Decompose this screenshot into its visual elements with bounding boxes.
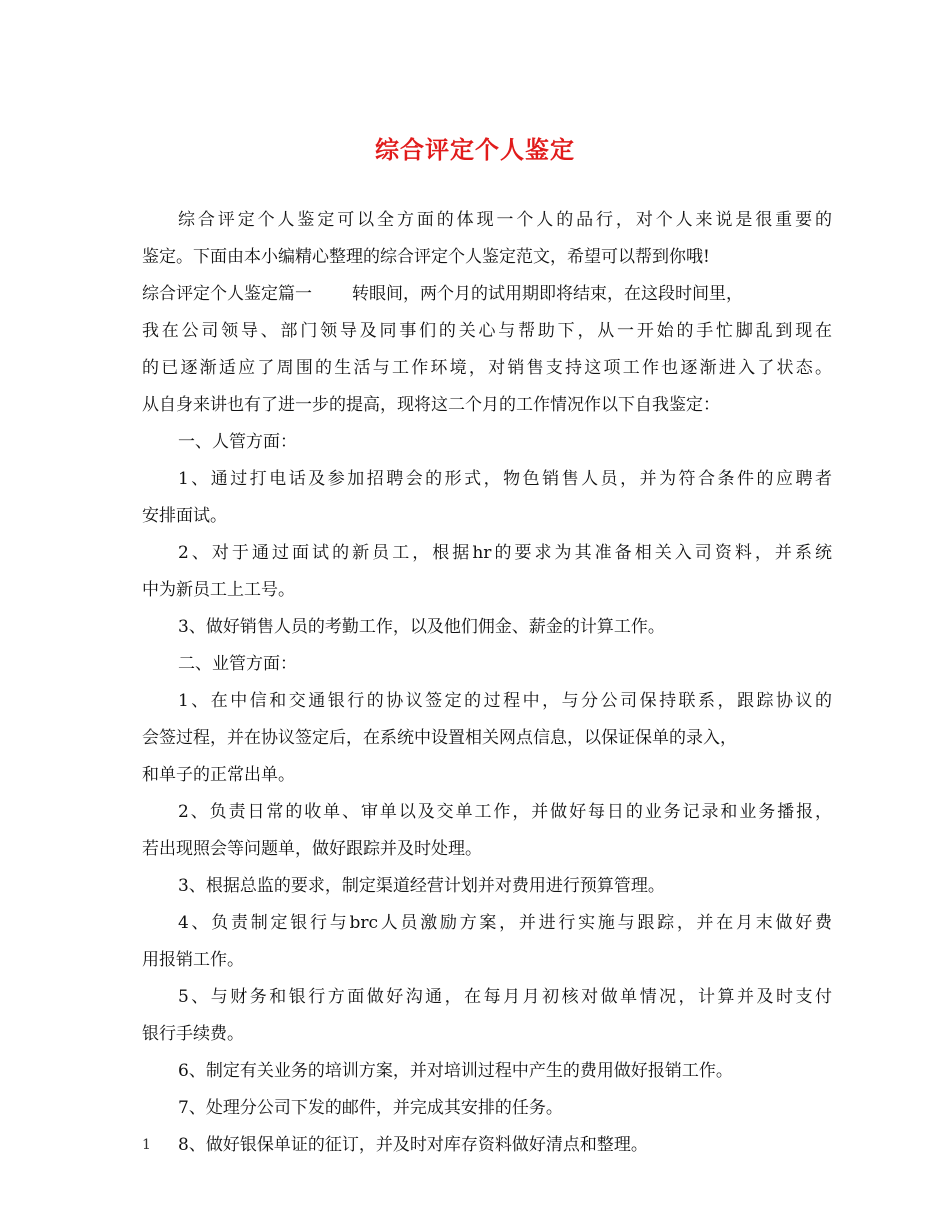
paragraph-line: 从自身来讲也有了进一步的提高，现将这二个月的工作情况作以下自我鉴定： — [142, 395, 720, 415]
document-body — [142, 202, 832, 1164]
list-item-line: 3、根据总监的要求，制定渠道经营计划并对费用进行预算管理。 — [178, 876, 665, 896]
list-item-line: 用报销工作。 — [142, 950, 244, 970]
list-item-line: 会签过程，并在协议签定后，在系统中设置相关网点信息，以保证保单的录入， — [142, 728, 737, 748]
list-item-line: 8、做好银保单证的征订，并及时对库存资料做好清点和整理。 — [178, 1135, 648, 1155]
list-item-line: 中为新员工上工号。 — [142, 580, 295, 600]
paragraph-line — [142, 276, 832, 313]
list-item-line: 2、负责日常的收单、审单以及交单工作，并做好每日的业务记录和业务播报， — [178, 802, 832, 822]
paragraph-line: 的已逐渐适应了周围的生活与工作环境，对销售支持这项工作也逐渐进入了状态。 — [142, 358, 832, 378]
list-item-line: 7、处理分公司下发的邮件，并完成其安排的任务。 — [178, 1098, 563, 1118]
list-item-line: 2、对于通过面试的新员工，根据hr的要求为其准备相关入司资料，并系统 — [178, 543, 832, 563]
list-item-line: 安排面试。 — [142, 506, 227, 526]
list-item-line: 6、制定有关业务的培训方案，并对培训过程中产生的费用做好报销工作。 — [178, 1061, 733, 1081]
document-title: 综合评定个人鉴定 — [375, 135, 575, 164]
list-item-line: 4、负责制定银行与brc人员激励方案，并进行实施与跟踪，并在月末做好费 — [178, 913, 832, 933]
section-heading: 二、业管方面： — [178, 654, 297, 674]
paragraph-line: 鉴定。下面由本小编精心整理的综合评定个人鉴定范文，希望可以帮到你哦! — [142, 247, 710, 267]
list-item-line: 1、通过打电话及参加招聘会的形式，物色销售人员，并为符合条件的应聘者 — [178, 469, 832, 489]
paragraph-line: 我在公司领导、部门领导及同事们的关心与帮助下，从一开始的手忙脚乱到现在 — [142, 321, 832, 341]
list-item-line: 银行手续费。 — [142, 1024, 244, 1044]
list-item-line: 和单子的正常出单。 — [142, 765, 295, 785]
section-heading: 一、人管方面： — [178, 432, 297, 452]
list-item-line: 1、在中信和交通银行的协议签定的过程中，与分公司保持联系，跟踪协议的 — [178, 691, 832, 711]
page-number: 1 — [142, 1137, 151, 1153]
paragraph-text: 转眼间，两个月的试用期即将结束，在这段时间里， — [352, 284, 743, 304]
paragraph-line: 综合评定个人鉴定可以全方面的体现一个人的品行，对个人来说是很重要的 — [178, 210, 832, 230]
list-item-line: 若出现照会等问题单，做好跟踪并及时处理。 — [142, 839, 482, 859]
list-item-line: 3、做好销售人员的考勤工作，以及他们佣金、薪金的计算工作。 — [178, 617, 665, 637]
section-heading: 综合评定个人鉴定篇一 — [142, 284, 312, 304]
list-item-line: 5、与财务和银行方面做好沟通，在每月月初核对做单情况，计算并及时支付 — [178, 987, 832, 1007]
